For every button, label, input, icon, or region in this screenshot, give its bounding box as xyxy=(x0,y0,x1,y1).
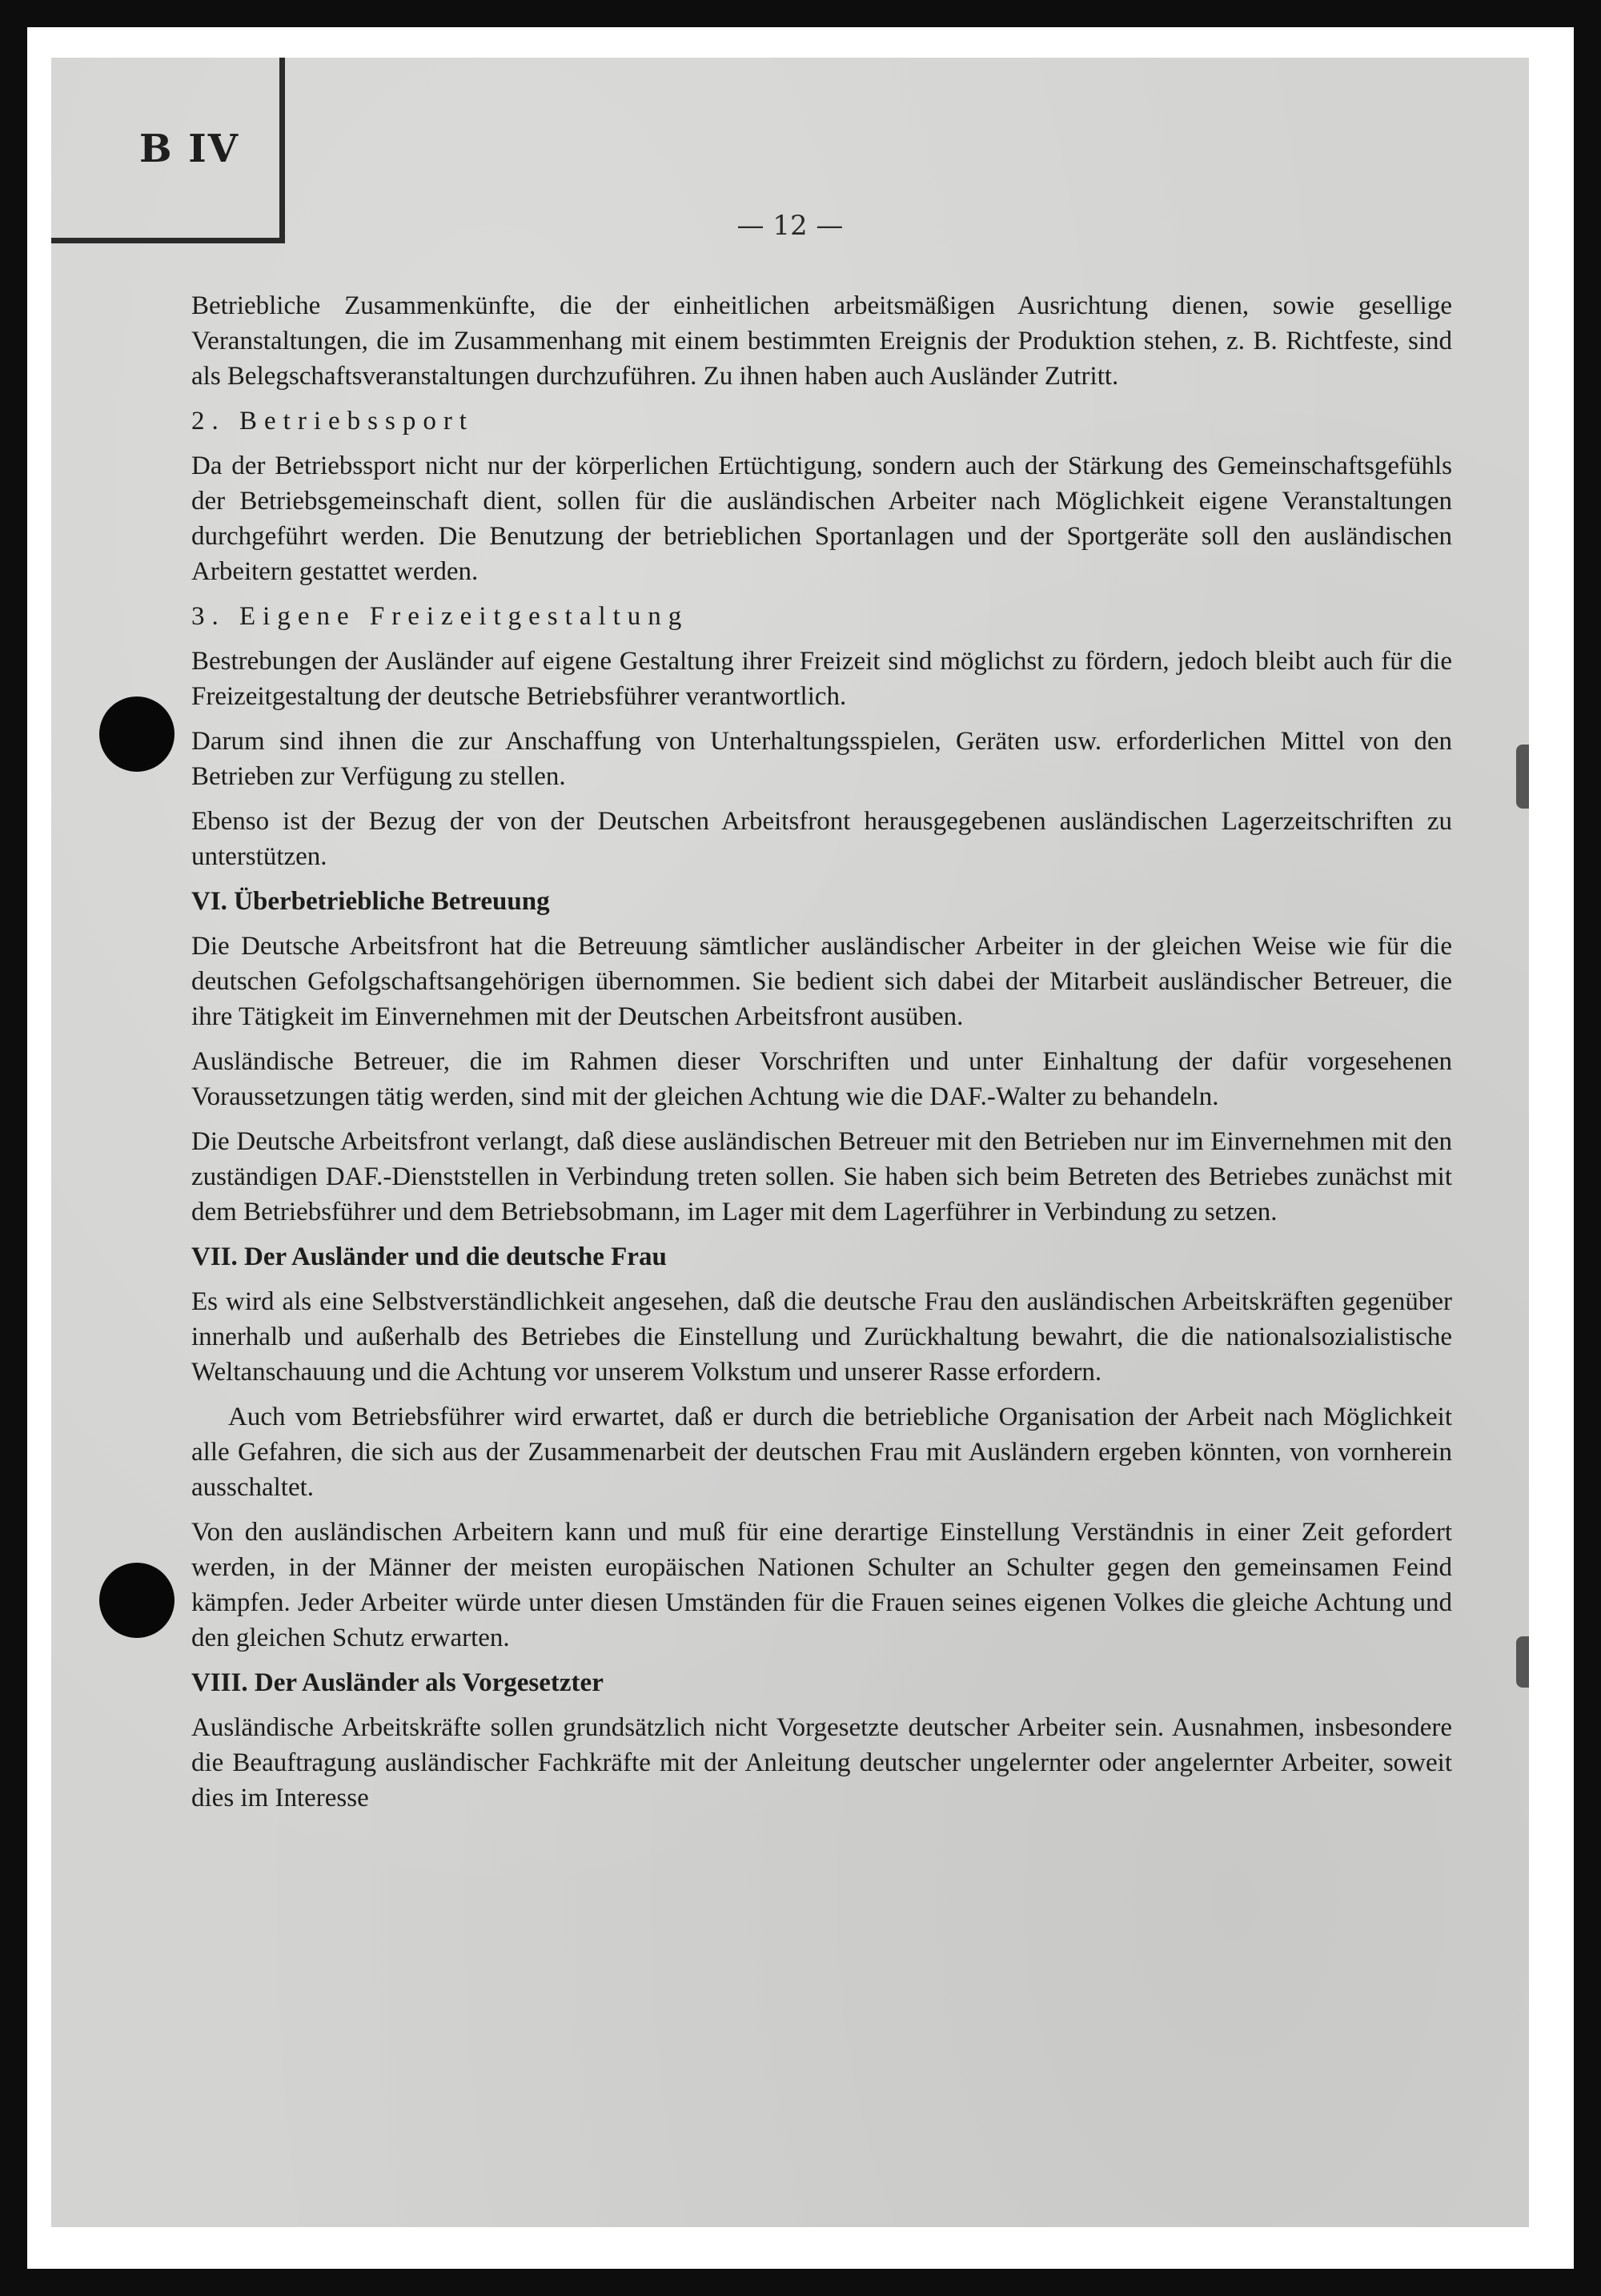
paragraph: Auch vom Betriebsführer wird erwartet, daß er durch die betriebliche Organisation der Arbeit nach Möglichkeit alle Gefahren, die sich aus der Zusammenarbeit der deutschen Frau mit Ausländern ergeben könnten, von vornherein ausschaltet. xyxy=(191,1403,1452,1502)
section-stamp-label: B IV xyxy=(139,126,239,171)
intro-paragraph: Betriebliche Zusammenkünfte, die der einheitlichen arbeitsmäßigen Ausrichtung dienen, sowie gesellige Veranstaltungen, die im Zusammenhang mit einem bestimmten Ereignis der Produktion stehen, z. B. Richtfeste, sind als Belegschaftsveranstaltungen durchzuführen. Zu ihnen haben auch Ausländer Zutritt. xyxy=(191,291,1452,391)
punch-hole xyxy=(99,1563,175,1638)
paragraph: Es wird als eine Selbstverständlichkeit angesehen, daß die deutsche Frau den ausländischen Arbeitskräften gegenüber innerhalb und außerhalb des Betriebes die Einstellung und Zurückhaltung bewahrt, die die nationalsozialistische Weltanschauung und die Achtung vor unserem Volkstum und unserer Rasse erfordern. xyxy=(191,1287,1452,1387)
paragraph: Die Deutsche Arbeitsfront hat die Betreuung sämtlicher ausländischer Arbeiter in der gleichen Weise wie für die deutschen Gefolgschaftsangehörigen übernommen. Sie bedient sich dabei der Mitarbeit ausländischer Betreuer, die ihre Tätigkeit im Einvernehmen mit der Deutschen Arbeitsfront ausüben. xyxy=(191,932,1452,1031)
paragraph: Die Deutsche Arbeitsfront verlangt, daß diese ausländischen Betreuer mit den Betrieben nur im Einvernehmen mit den zuständigen DAF.-Dienststellen in Verbindung treten sollen. Sie haben sich beim Betreten des Betriebes zunächst mit dem Betriebsführer und dem Betriebsobmann, im Lager mit dem Lagerführer in Verbindung zu setzen. xyxy=(191,1127,1452,1226)
paragraph: Ausländische Arbeitskräfte sollen grundsätzlich nicht Vorgesetzte deutscher Arbeiter sein. Ausnahmen, insbesondere die Beauftragung ausländischer Fachkräfte mit der Anleitung deutscher ungelernter oder angelernter Arbeiter, soweit dies im Interesse xyxy=(191,1713,1452,1812)
paragraph: Da der Betriebssport nicht nur der körperlichen Ertüchtigung, sondern auch der Stärkung des Gemeinschaftsgefühls der Betriebsgemeinschaft dient, sollen für die ausländischen Arbeiter nach Möglichkeit eigene Veranstaltungen durchgeführt werden. Die Benutzung der betrieblichen Sportanlagen und der Sportgeräte soll den ausländischen Arbeitern gestattet werden. xyxy=(191,452,1452,586)
paragraph: Ausländische Betreuer, die im Rahmen dieser Vorschriften und unter Einhaltung der dafür vorgesehenen Voraussetzungen tätig werden, sind mit der gleichen Achtung wie die DAF.-Walter zu behandeln. xyxy=(191,1047,1452,1111)
section-heading-vi: VI. Überbetriebliche Betreuung xyxy=(191,887,550,916)
paragraph: Von den ausländischen Arbeitern kann und muß für eine derartige Einstellung Verständnis in einer Zeit gefordert werden, in der Männer der meisten europäischen Nationen Schulter an Schulter gegen den gemeinsamen Feind kämpfen. Jeder Arbeiter würde unter diesen Umständen für die Frauen seines eigenen Volkes die gleiche Achtung und den gleichen Schutz erwarten. xyxy=(191,1518,1452,1652)
document-body xyxy=(191,288,1452,1825)
binder-clip-mark xyxy=(1516,745,1529,809)
subsection-heading-freizeitgestaltung: 3. Eigene Freizeitgestaltung xyxy=(191,602,689,631)
punch-hole xyxy=(99,696,175,772)
section-heading-viii: VIII. Der Ausländer als Vorgesetzter xyxy=(191,1668,604,1697)
subsection-heading-betriebssport: 2. Betriebssport xyxy=(191,407,474,436)
paragraph: Darum sind ihnen die zur Anschaffung von Unterhaltungsspielen, Geräten usw. erforderlichen Mittel von den Betrieben zur Verfügung zu stellen. xyxy=(191,727,1452,791)
paragraph: Bestrebungen der Ausländer auf eigene Gestaltung ihrer Freizeit sind möglichst zu fördern, jedoch bleibt auch für die Freizeitgestaltung der deutsche Betriebsführer verantwortlich. xyxy=(191,647,1452,711)
section-heading-vii: VII. Der Ausländer und die deutsche Frau xyxy=(191,1242,667,1271)
binder-clip-mark xyxy=(1516,1636,1529,1688)
paragraph: Ebenso ist der Bezug der von der Deutschen Arbeitsfront herausgegebenen ausländischen Lagerzeitschriften zu unterstützen. xyxy=(191,807,1452,871)
page-number: — 12 — xyxy=(736,210,844,242)
document-page xyxy=(51,58,1529,2227)
